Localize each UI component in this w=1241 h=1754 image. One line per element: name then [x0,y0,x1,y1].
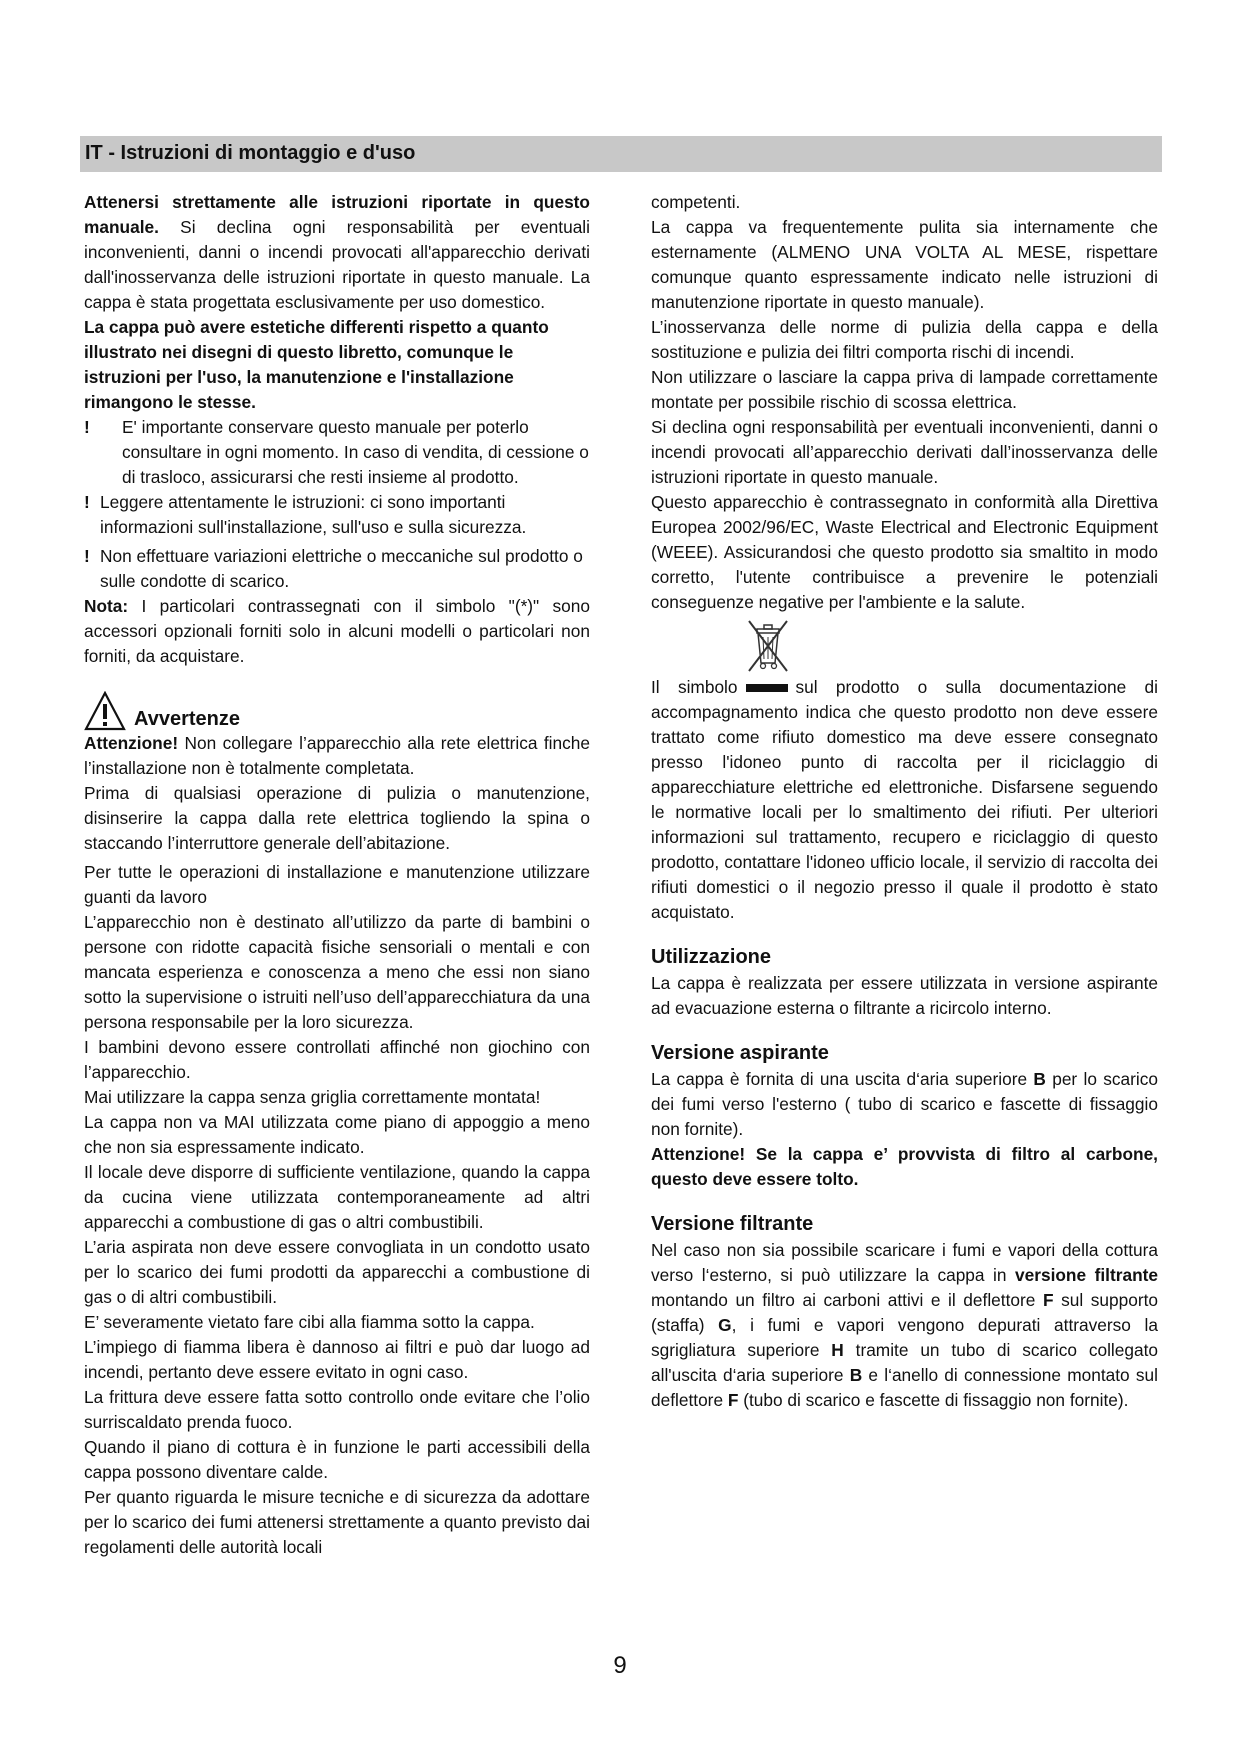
attention-paragraph [84,731,590,781]
aspirante-text: per lo scarico dei fumi verso l'esterno ( tubo di scarico e fascette di fissaggio non fornite). [651,1069,1158,1139]
section-header-bar [80,136,1162,172]
bullet-text: Leggere attentamente le istruzioni: ci sono importanti informazioni sull'installazione, sull'uso e sulla sicurezza. [100,492,527,537]
warning-paragraph: I bambini devono essere controllati affinché non giochino con l’apparecchio. [84,1037,590,1082]
filtrante-text: montando un filtro ai carboni attivi e il deflettore [651,1290,1043,1310]
aspirante-paragraph [651,1067,1158,1142]
warning-paragraph: La frittura deve essere fatta sotto controllo onde evitare che l’olio surriscaldato prenda fuoco. [84,1387,590,1432]
info-paragraph: competenti. [651,192,741,212]
attention-label: Attenzione! [84,733,179,753]
right-column [651,190,1158,1413]
usage-paragraph: La cappa è realizzata per essere utilizzata in versione aspirante ad evacuazione esterna o filtrante a ricircolo interno. [651,973,1158,1018]
label-h: H [831,1340,844,1360]
left-column [84,190,590,1560]
filtrante-heading: Versione filtrante [651,1213,814,1235]
warning-triangle-icon [84,691,126,731]
label-b: B [1033,1069,1046,1089]
filtrante-text: (tubo di scarico e fascette di fissaggio non fornite). [738,1390,1129,1410]
warning-paragraph: Il locale deve disporre di sufficiente ventilazione, quando la cappa da cucina viene utilizzata contemporaneamente ad altri apparecchi a combustione di gas o altri combustibili. [84,1162,590,1232]
aspirante-text: La cappa è fornita di una uscita d‘aria superiore [651,1069,1034,1089]
intro-bold: Attenersi strettamente alle istruzioni riportate in questo manuale. [84,192,590,237]
symbol-after: sul prodotto o sulla documentazione di accompagnamento indica che questo prodotto non deve essere trattato come rifiuto domestico ma deve essere consegnato presso l'idoneo punto di raccolta per il riciclaggio di apparecchiature elettriche ed elettroniche. Disfarsene seguendo le normative locali per lo smaltimento dei rifiuti. Per ulteriori informazioni sul trattamento, recupero e riciclaggio di questo prodotto, contattare l'idoneo ufficio locale, il servizio di raccolta dei rifiuti domestici o il negozio presso il quale il prodotto è stato acquistato. [651,677,1158,922]
warning-paragraph: L’aria aspirata non deve essere convogliata in un condotto usato per lo scarico dei fumi prodotti da apparecchi a combustione di gas o di altri combustibili. [84,1237,590,1307]
filtrante-paragraph [651,1238,1158,1413]
bullet-text: E' importante conservare questo manuale per poterlo consultare in ogni momento. In caso di vendita, di cessione o di trasloco, assicurarsi che resti insieme al prodotto. [122,417,589,487]
usage-heading: Utilizzazione [651,946,772,968]
filtrante-text: , i fumi e vapori vengono depurati attraverso la sgrigliatura superiore [651,1315,1159,1360]
warning-paragraph: Per quanto riguarda le misure tecniche e di sicurezza da adottare per lo scarico dei fumi attenersi strettamente a quanto previsto dai regolamenti delle autorità locali [84,1487,590,1557]
exclamation-mark: ! [84,417,90,437]
info-paragraph: La cappa va frequentemente pulita sia internamente che esternamente (ALMENO UNA VOLTA AL MESE, rispettare comunque quanto espressamente indicato nelle istruzioni di manutenzione riportate in questo manuale). [651,217,1158,312]
aesthetic-note: La cappa può avere estetiche differenti rispetto a quanto illustrato nei disegni di questo libretto, comunque le istruzioni per l'uso, la manutenzione e l'installazione rimangono le stesse. [84,317,549,412]
warning-paragraph: Prima di qualsiasi operazione di pulizia o manutenzione, disinserire la cappa dalla rete elettrica togliendo la spina o staccando l’interruttore generale dell’abitazione. [84,783,590,853]
symbol-before: Il simbolo [651,677,738,697]
page-number: 9 [613,1652,627,1679]
nota-text: I particolari contrassegnati con il simbolo "(*)" sono accessori opzionali forniti solo in alcuni modelli o particolari non forniti, da acquistare. [84,596,590,666]
info-paragraph: Non utilizzare o lasciare la cappa priva di lampade correttamente montate per possibile rischio di scossa elettrica. [651,367,1158,412]
bullet-item [84,544,590,594]
intro-text: Si declina ogni responsabilità per eventuali inconvenienti, danni o incendi provocati all'apparecchio derivati dall'inosservanza delle istruzioni riportate in questo manuale. La cappa è stata progettata esclusivamente per uso domestico. [84,217,590,312]
aspirante-heading: Versione aspirante [651,1042,829,1064]
warning-paragraph: Per tutte le operazioni di installazione e manutenzione utilizzare guanti da lavoro [84,862,590,907]
intro-paragraph [84,190,590,315]
warning-paragraph: La cappa non va MAI utilizzata come piano di appoggio a meno che non sia espressamente indicato. [84,1112,590,1157]
exclamation-mark: ! [84,546,90,566]
nota-paragraph [84,594,590,669]
black-bar-icon [746,684,788,692]
label-g: G [718,1315,732,1335]
bullet-text: Non effettuare variazioni elettriche o meccaniche sul prodotto o sulle condotte di scarico. [100,546,583,591]
label-f: F [1042,1290,1054,1310]
info-paragraph: Questo apparecchio è contrassegnato in conformità alla Direttiva Europea 2002/96/EC, Waste Electrical and Electronic Equipment (WEEE). Assicurandosi che questo prodotto sia smaltito in modo corretto, l'utente contribuisce a prevenire le potenziali conseguenze negative per l'ambiente e la salute. [651,492,1158,612]
filtrante-text: sul supporto (staffa) [651,1290,1158,1335]
info-paragraph: Si declina ogni responsabilità per eventuali inconvenienti, danni o incendi provocati all’apparecchio derivati dall’inosservanza delle istruzioni riportate in questo manuale. [651,417,1158,487]
page-title: IT - Istruzioni di montaggio e d'uso [85,142,416,164]
weee-paragraph [651,675,1158,925]
crossed-bin-icon [745,619,791,673]
warning-paragraph: L’apparecchio non è destinato all’utilizzo da parte di bambini o persone con ridotte capacità fisiche sensoriali o mentali e con mancata esperienza e conoscenza a meno che essi non siano sotto la supervisione o istruiti nell’uso dell’apparecchiatura da una persona responsabile per la loro sicurezza. [84,912,590,1032]
bullet-item [84,490,590,540]
filtrante-text: Nel caso non sia possibile scaricare i fumi e vapori della cottura verso l‘esterno, si può utilizzare la cappa in [651,1240,1158,1285]
weee-area [651,615,1158,675]
warning-heading [84,685,590,731]
warning-paragraph: Mai utilizzare la cappa senza griglia correttamente montata! [84,1087,541,1107]
filtrante-bold: versione filtrante [1015,1265,1158,1285]
attention-text: Non collegare l’apparecchio alla rete elettrica finche l’installazione non è totalmente completata. [84,733,590,778]
nota-label: Nota: [84,596,129,616]
info-paragraph: L’inosservanza delle norme di pulizia della cappa e della sostituzione e pulizia dei filtri comporta rischi di incendi. [651,317,1158,362]
warning-paragraph: L’impiego di fiamma libera è dannoso ai filtri e può dar luogo ad incendi, pertanto deve essere evitato in ogni caso. [84,1337,590,1382]
filtrante-text: tramite un tubo di scarico collegato all'uscita d‘aria superiore [651,1340,1158,1385]
label-b: B [849,1365,863,1385]
warning-paragraph: Quando il piano di cottura è in funzione le parti accessibili della cappa possono diventare calde. [84,1437,590,1482]
warning-paragraph: E’ severamente vietato fare cibi alla fiamma sotto la cappa. [84,1312,535,1332]
warning-title: Avvertenze [134,708,240,730]
aspirante-warning: Attenzione! Se la cappa e’ provvista di filtro al carbone, questo deve essere tolto. [651,1144,1158,1189]
exclamation-mark: ! [84,492,90,512]
bullet-item [84,415,590,490]
filtrante-text: e l‘anello di connessione montato sul deflettore [651,1365,1158,1410]
label-f: F [727,1390,739,1410]
